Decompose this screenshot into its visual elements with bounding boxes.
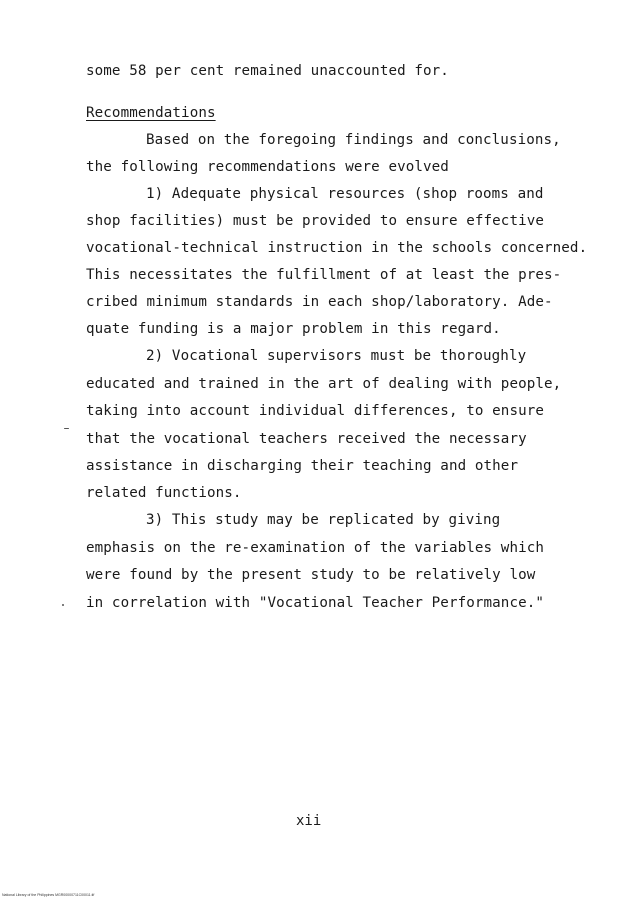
recommendation-3-line: in correlation with "Vocational Teacher Performance." — [86, 595, 545, 611]
recommendation-1-line: vocational-technical instruction in the schools concerned. — [86, 240, 588, 256]
intro-line: some 58 per cent remained unaccounted for. — [86, 63, 449, 79]
page-number: xii — [296, 813, 322, 829]
recommendation-2-line: that the vocational teachers received the necessary — [86, 431, 527, 447]
recommendation-2-line: educated and trained in the art of dealing with people, — [86, 376, 562, 392]
paragraph-line: the following recommendations were evolved — [86, 159, 449, 175]
scan-footer: National Library of the Philippines MGR00000711C00011.tif — [2, 893, 95, 897]
recommendation-1-line: shop facilities) must be provided to ensure effective — [86, 213, 545, 229]
recommendation-1-line: quate funding is a major problem in this regard. — [86, 321, 501, 337]
recommendation-1-line: 1) Adequate physical resources (shop rooms and — [146, 186, 544, 202]
recommendation-3-line: 3) This study may be replicated by giving — [146, 512, 501, 528]
recommendation-2-line: assistance in discharging their teaching and other — [86, 458, 519, 474]
recommendation-3-line: were found by the present study to be relatively low — [86, 567, 536, 583]
recommendation-2-line: taking into account individual differences, to ensure — [86, 403, 545, 419]
recommendation-3-line: emphasis on the re-examination of the variables which — [86, 540, 545, 556]
recommendation-2-line: 2) Vocational supervisors must be thoroughly — [146, 348, 527, 364]
recommendation-1-line: This necessitates the fulfillment of at least the pres- — [86, 267, 562, 283]
paragraph-line: Based on the foregoing findings and conclusions, — [146, 132, 561, 148]
section-heading-recommendations: Recommendations — [86, 105, 216, 121]
recommendation-1-line: cribed minimum standards in each shop/laboratory. Ade- — [86, 294, 553, 310]
scan-speck — [62, 604, 64, 606]
recommendation-2-line: related functions. — [86, 485, 242, 501]
scan-speck — [64, 428, 69, 429]
